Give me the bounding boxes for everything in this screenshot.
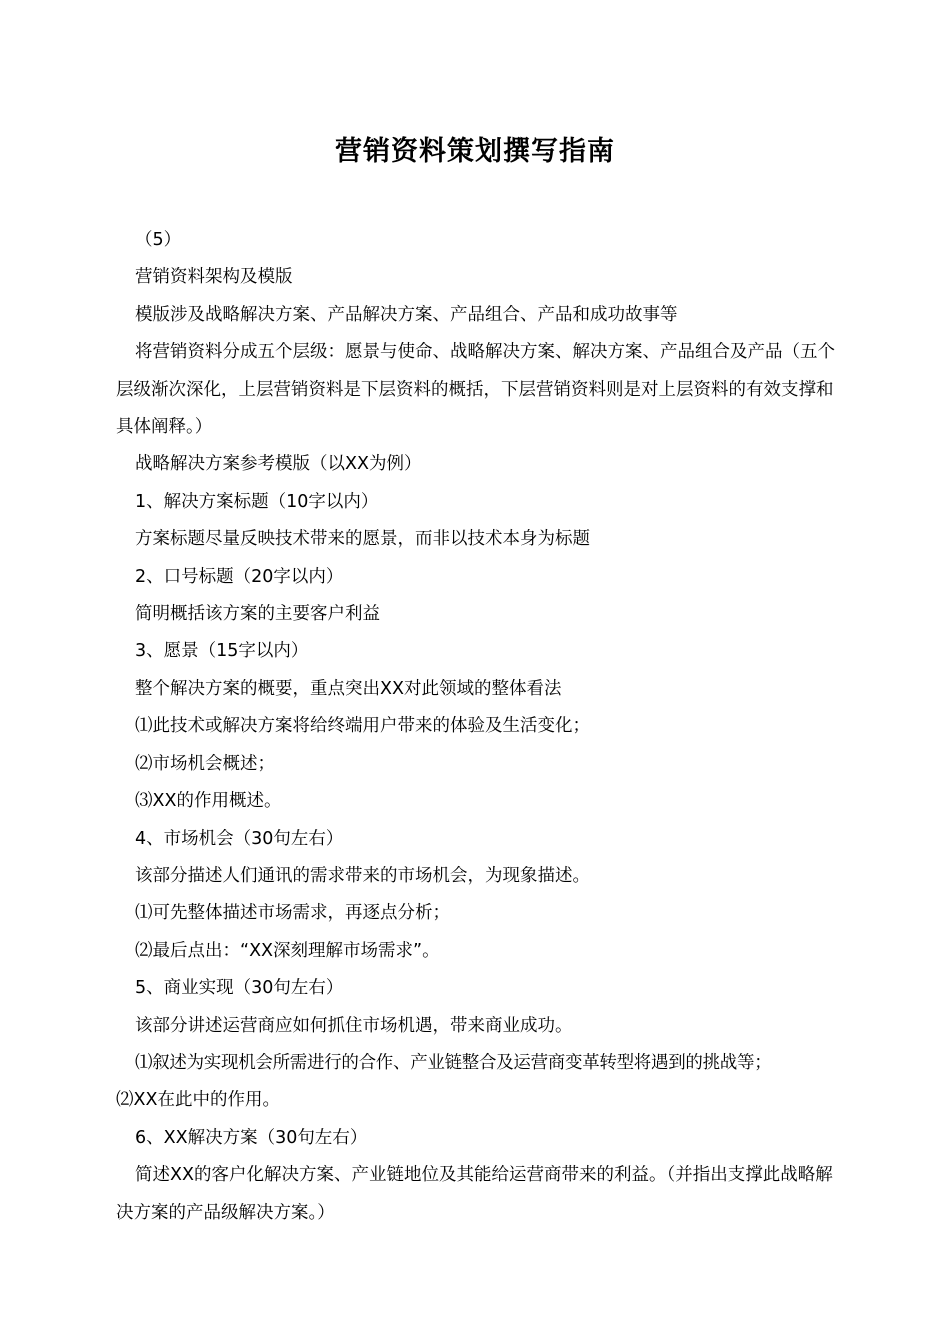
list-item: 5、商业实现（30句左右）	[135, 978, 344, 999]
list-item: 3、愿景（15字以内）	[135, 641, 309, 662]
paragraph: 简明概括该方案的主要客户利益	[135, 604, 380, 625]
list-item: 4、市场机会（30句左右）	[135, 828, 344, 849]
list-item: ⑵XX在此中的作用。	[116, 1090, 280, 1111]
list-item: ⑴可先整体描述市场需求，再逐点分析；	[135, 903, 450, 924]
list-item: ⑴叙述为实现机会所需进行的合作、产业链整合及运营商变革转型将遇到的挑战等；	[135, 1052, 772, 1073]
paragraph: 将营销资料分成五个层级：愿景与使命、战略解决方案、解决方案、产品组合及产品（五个层级渐次深化，上层营销资料是下层资料的概括，下层营销资料则是对上层资料的有效支撑和具体阐释。）	[116, 342, 835, 438]
paragraph: 模版涉及战略解决方案、产品解决方案、产品组合、产品和成功故事等	[135, 304, 678, 325]
paragraph: 整个解决方案的概要，重点突出XX对此领域的整体看法	[135, 678, 562, 699]
paragraph: 简述XX的客户化解决方案、产业链地位及其能给运营商带来的利益。（并指出支撑此战略解决方案的产品级解决方案。）	[116, 1165, 833, 1223]
list-item: ⑵市场机会概述；	[135, 753, 275, 774]
list-item: ⑴此技术或解决方案将给终端用户带来的体验及生活变化；	[135, 716, 590, 737]
section-heading: 营销资料架构及模版	[135, 267, 293, 288]
paragraph-number: （5）	[135, 230, 182, 250]
list-item: ⑵最后点出：“XX深刻理解市场需求”。	[135, 940, 440, 961]
section-heading: 战略解决方案参考模版（以XX为例）	[135, 454, 422, 475]
paragraph: 该部分描述人们通讯的需求带来的市场机会，为现象描述。	[135, 865, 590, 886]
paragraph: 该部分讲述运营商应如何抓住市场机遇，带来商业成功。	[135, 1015, 573, 1036]
list-item: 6、XX解决方案（30句左右）	[135, 1127, 368, 1148]
list-item: 1、解决方案标题（10字以内）	[135, 491, 379, 512]
list-item: 2、口号标题（20字以内）	[135, 566, 344, 587]
document-body	[116, 222, 846, 1232]
list-item: ⑶XX的作用概述。	[135, 791, 282, 812]
document-title: 营销资料策划撰写指南	[335, 136, 615, 167]
paragraph: 方案标题尽量反映技术带来的愿景，而非以技术本身为标题	[135, 529, 590, 550]
